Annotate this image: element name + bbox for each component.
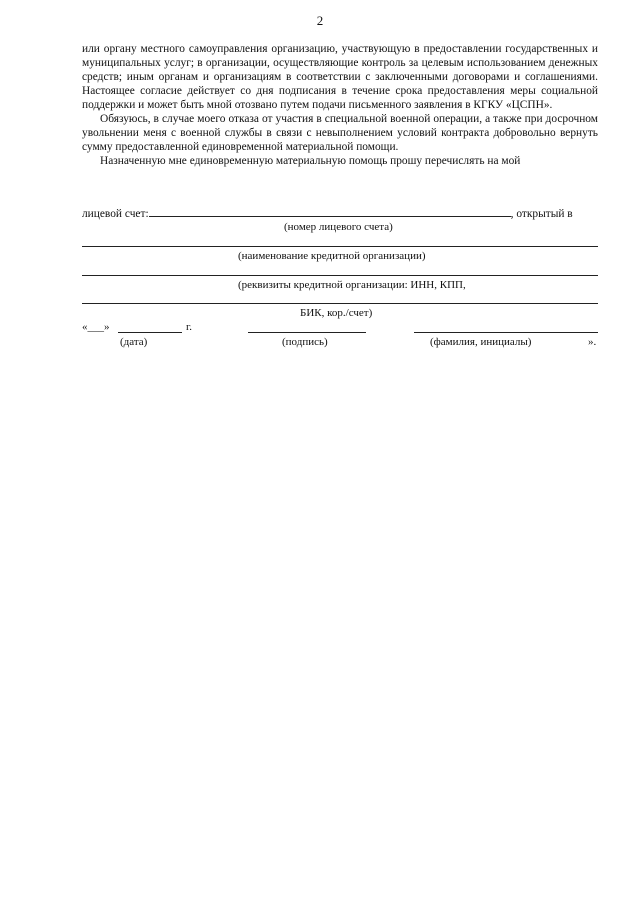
name-caption: (фамилия, инициалы): [430, 336, 532, 348]
page-number: 2: [316, 13, 324, 28]
account-number-field[interactable]: [149, 206, 511, 217]
account-suffix: , открытый в: [510, 208, 573, 220]
document-body: [82, 42, 598, 168]
signature-field[interactable]: [248, 332, 366, 333]
bank-bik-field[interactable]: [82, 303, 598, 304]
date-caption: (дата): [120, 336, 148, 348]
obligation-paragraph: Обязуюсь, в случае моего отказа от участия в специальной военной операции, а также при досрочном увольнении меня с военной службы в связи с невыполнением условий контракта добровольно вернуть сумму предоставленной единовременной материальной помощи.: [82, 113, 598, 153]
bank-name-caption: (наименование кредитной организации): [238, 250, 426, 262]
date-year-field[interactable]: [118, 332, 182, 333]
closing-quote: ».: [588, 336, 597, 348]
bank-requisites-caption: (реквизиты кредитной организации: ИНН, КПП,: [238, 279, 466, 291]
signature-caption: (подпись): [282, 336, 328, 348]
account-number-caption: (номер лицевого счета): [284, 221, 393, 233]
name-field[interactable]: [414, 332, 598, 333]
date-open: «___»: [82, 321, 110, 333]
account-number-row: [82, 206, 598, 221]
date-year-suffix: г.: [186, 321, 193, 333]
bank-bik-caption: БИК, кор./счет): [300, 307, 373, 319]
bank-requisites-field[interactable]: [82, 275, 598, 276]
payment-paragraph: Назначенную мне единовременную материальную помощь прошу перечислять на мой: [100, 155, 521, 167]
bank-name-field[interactable]: [82, 246, 598, 247]
consent-paragraph: или органу местного самоуправления организацию, участвующую в предоставлении государственных и муниципальных услуг; в организации, осуществляющие контроль за целевым использованием денежных средств; иным органам и организациям в соответствии с заключенными договорами и соглашениями. Настоящее согласие действует со дня подписания в течение срока предоставления меры социальной поддержки и может быть мной отозвано путем подачи письменного заявления в КГКУ «ЦСПН».: [82, 43, 598, 111]
account-prefix: лицевой счет:: [82, 208, 149, 220]
